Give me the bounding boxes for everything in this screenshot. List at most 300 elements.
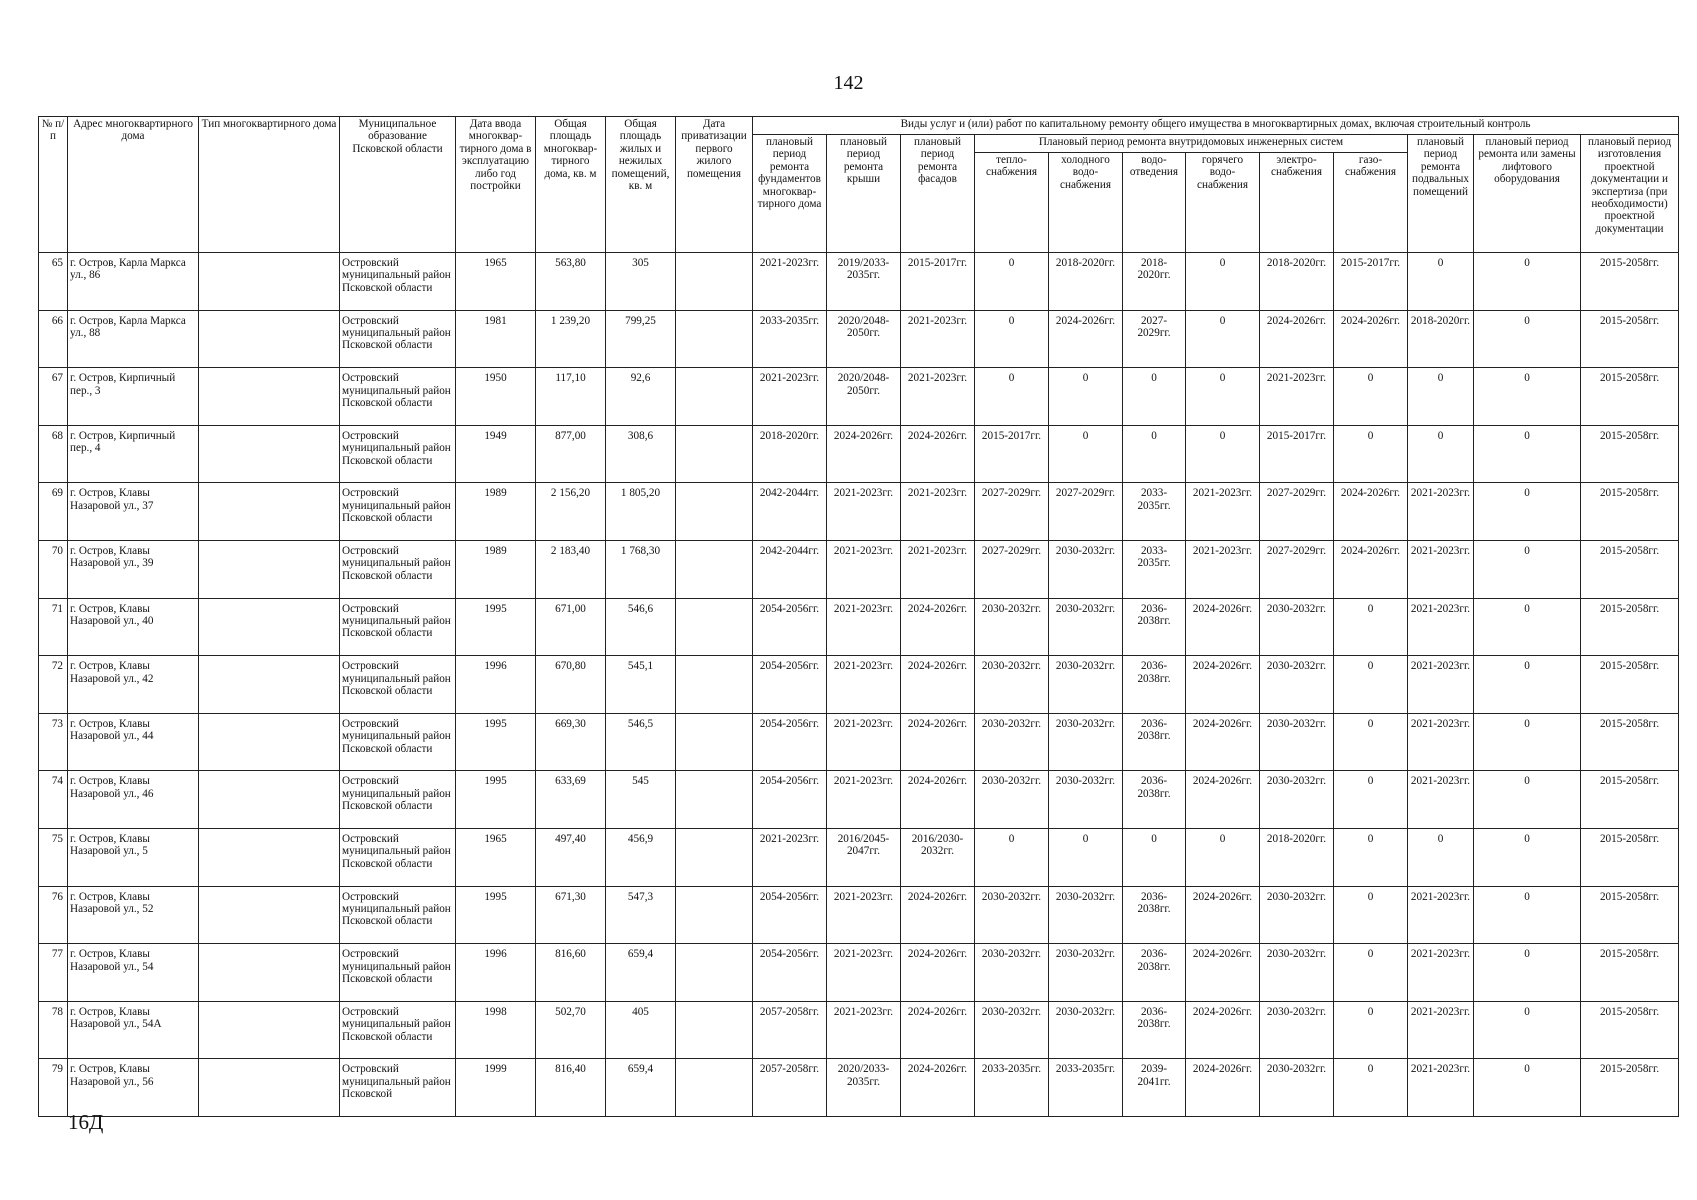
- cell-facade: 2021-2023гг.: [901, 310, 975, 368]
- cell-roof: 2021-2023гг.: [827, 598, 901, 656]
- cell-heat: 2015-2017гг.: [975, 425, 1049, 483]
- cell-year: 1950: [456, 368, 536, 426]
- cell-foundation: 2054-2056гг.: [753, 713, 827, 771]
- cell-address: г. Остров, Клавы Назаровой ул., 52: [68, 886, 199, 944]
- cell-type: [199, 598, 340, 656]
- cell-elevator: 0: [1474, 656, 1581, 714]
- cell-total-area: 117,10: [536, 368, 606, 426]
- cell-design: 2015-2058гг.: [1581, 656, 1679, 714]
- col-facade: плановый период ремонта фасадов: [901, 135, 975, 253]
- cell-n: 69: [39, 483, 68, 541]
- cell-roof: 2021-2023гг.: [827, 886, 901, 944]
- cell-hot-water: 0: [1186, 368, 1260, 426]
- page-number: 142: [833, 72, 864, 94]
- cell-gas: 0: [1334, 771, 1408, 829]
- cell-roof: 2020/2033-2035гг.: [827, 1059, 901, 1117]
- cell-gas: 0: [1334, 713, 1408, 771]
- cell-facade: 2024-2026гг.: [901, 598, 975, 656]
- cell-year: 1989: [456, 483, 536, 541]
- col-municipality: Муниципальное образование Псковской области: [340, 117, 456, 253]
- cell-design: 2015-2058гг.: [1581, 828, 1679, 886]
- cell-municipality: Островский муниципальный район Псковской области: [340, 253, 456, 311]
- table-header: [39, 117, 1679, 253]
- cell-design: 2015-2058гг.: [1581, 713, 1679, 771]
- col-heat: тепло-снабжения: [975, 153, 1049, 253]
- cell-living-area: 545,1: [606, 656, 676, 714]
- cell-cold-water: 2018-2020гг.: [1049, 253, 1123, 311]
- cell-heat: 2030-2032гг.: [975, 656, 1049, 714]
- cell-cold-water: 2030-2032гг.: [1049, 771, 1123, 829]
- cell-privatization: [676, 310, 753, 368]
- col-cold-water: холодного водо-снабжения: [1049, 153, 1123, 253]
- cell-heat: 2030-2032гг.: [975, 944, 1049, 1002]
- cell-hot-water: 2024-2026гг.: [1186, 771, 1260, 829]
- col-electricity: электро-снабжения: [1260, 153, 1334, 253]
- cell-electricity: 2030-2032гг.: [1260, 713, 1334, 771]
- cell-municipality: Островский муниципальный район Псковской области: [340, 656, 456, 714]
- cell-sewerage: 2036-2038гг.: [1123, 656, 1186, 714]
- cell-roof: 2019/2033-2035гг.: [827, 253, 901, 311]
- cell-facade: 2024-2026гг.: [901, 713, 975, 771]
- cell-design: 2015-2058гг.: [1581, 368, 1679, 426]
- cell-elevator: 0: [1474, 1059, 1581, 1117]
- col-date-commissioned: Дата ввода многоквар-тирного дома в эксплуатацию либо год постройки: [456, 117, 536, 253]
- cell-total-area: 669,30: [536, 713, 606, 771]
- cell-heat: 2030-2032гг.: [975, 886, 1049, 944]
- cell-privatization: [676, 944, 753, 1002]
- cell-living-area: 546,5: [606, 713, 676, 771]
- cell-type: [199, 1059, 340, 1117]
- cell-living-area: 545: [606, 771, 676, 829]
- cell-type: [199, 368, 340, 426]
- cell-total-area: 670,80: [536, 656, 606, 714]
- cell-year: 1965: [456, 828, 536, 886]
- cell-hot-water: 2024-2026гг.: [1186, 1059, 1260, 1117]
- cell-cold-water: 2024-2026гг.: [1049, 310, 1123, 368]
- table-row: [39, 771, 1679, 829]
- cell-facade: 2024-2026гг.: [901, 1001, 975, 1059]
- cell-facade: 2024-2026гг.: [901, 1059, 975, 1117]
- cell-facade: 2021-2023гг.: [901, 540, 975, 598]
- cell-hot-water: 2024-2026гг.: [1186, 1001, 1260, 1059]
- cell-facade: 2021-2023гг.: [901, 483, 975, 541]
- cell-total-area: 633,69: [536, 771, 606, 829]
- col-gas: газо-снабжения: [1334, 153, 1408, 253]
- cell-sewerage: 2036-2038гг.: [1123, 771, 1186, 829]
- cell-basement: 2021-2023гг.: [1408, 886, 1474, 944]
- cell-elevator: 0: [1474, 310, 1581, 368]
- cell-sewerage: 2039-2041гг.: [1123, 1059, 1186, 1117]
- cell-privatization: [676, 1001, 753, 1059]
- cell-total-area: 671,00: [536, 598, 606, 656]
- cell-basement: 0: [1408, 368, 1474, 426]
- table-row: [39, 540, 1679, 598]
- cell-year: 1998: [456, 1001, 536, 1059]
- cell-cold-water: 2030-2032гг.: [1049, 1001, 1123, 1059]
- cell-hot-water: 2024-2026гг.: [1186, 886, 1260, 944]
- cell-foundation: 2021-2023гг.: [753, 368, 827, 426]
- col-living-area: Общая площадь жилых и нежилых помещений, кв. м: [606, 117, 676, 253]
- cell-elevator: 0: [1474, 828, 1581, 886]
- cell-roof: 2016/2045-2047гг.: [827, 828, 901, 886]
- cell-year: 1989: [456, 540, 536, 598]
- cell-gas: 0: [1334, 828, 1408, 886]
- cell-heat: 2030-2032гг.: [975, 771, 1049, 829]
- cell-roof: 2021-2023гг.: [827, 1001, 901, 1059]
- table-row: [39, 598, 1679, 656]
- cell-year: 1996: [456, 656, 536, 714]
- cell-electricity: 2018-2020гг.: [1260, 828, 1334, 886]
- cell-living-area: 799,25: [606, 310, 676, 368]
- cell-sewerage: 2036-2038гг.: [1123, 944, 1186, 1002]
- cell-gas: 0: [1334, 1001, 1408, 1059]
- cell-electricity: 2021-2023гг.: [1260, 368, 1334, 426]
- cell-privatization: [676, 483, 753, 541]
- table-row: [39, 368, 1679, 426]
- cell-address: г. Остров, Кирпичный пер., 3: [68, 368, 199, 426]
- cell-total-area: 816,60: [536, 944, 606, 1002]
- cell-gas: 2024-2026гг.: [1334, 540, 1408, 598]
- cell-foundation: 2021-2023гг.: [753, 828, 827, 886]
- cell-privatization: [676, 713, 753, 771]
- cell-address: г. Остров, Клавы Назаровой ул., 42: [68, 656, 199, 714]
- cell-year: 1995: [456, 713, 536, 771]
- cell-year: 1981: [456, 310, 536, 368]
- cell-basement: 2021-2023гг.: [1408, 1059, 1474, 1117]
- cell-facade: 2024-2026гг.: [901, 425, 975, 483]
- cell-basement: 0: [1408, 253, 1474, 311]
- cell-cold-water: 2033-2035гг.: [1049, 1059, 1123, 1117]
- cell-municipality: Островский муниципальный район Псковской области: [340, 713, 456, 771]
- cell-heat: 2030-2032гг.: [975, 713, 1049, 771]
- cell-foundation: 2042-2044гг.: [753, 483, 827, 541]
- cell-electricity: 2018-2020гг.: [1260, 253, 1334, 311]
- col-address: Адрес многоквартирного дома: [68, 117, 199, 253]
- cell-foundation: 2042-2044гг.: [753, 540, 827, 598]
- cell-year: 1999: [456, 1059, 536, 1117]
- cell-n: 75: [39, 828, 68, 886]
- cell-sewerage: 2036-2038гг.: [1123, 598, 1186, 656]
- cell-gas: 0: [1334, 1059, 1408, 1117]
- cell-year: 1996: [456, 944, 536, 1002]
- cell-foundation: 2057-2058гг.: [753, 1059, 827, 1117]
- cell-address: г. Остров, Клавы Назаровой ул., 54: [68, 944, 199, 1002]
- cell-n: 79: [39, 1059, 68, 1117]
- cell-sewerage: 0: [1123, 425, 1186, 483]
- cell-electricity: 2030-2032гг.: [1260, 598, 1334, 656]
- cell-living-area: 308,6: [606, 425, 676, 483]
- cell-address: г. Остров, Клавы Назаровой ул., 54А: [68, 1001, 199, 1059]
- cell-elevator: 0: [1474, 598, 1581, 656]
- cell-basement: 2021-2023гг.: [1408, 1001, 1474, 1059]
- cell-sewerage: 2033-2035гг.: [1123, 483, 1186, 541]
- cell-heat: 2033-2035гг.: [975, 1059, 1049, 1117]
- cell-cold-water: 2030-2032гг.: [1049, 598, 1123, 656]
- cell-sewerage: 2036-2038гг.: [1123, 886, 1186, 944]
- footer-code: 16Д: [68, 1110, 104, 1134]
- capital-repair-table: [38, 116, 1679, 1117]
- cell-gas: 0: [1334, 656, 1408, 714]
- cell-living-area: 546,6: [606, 598, 676, 656]
- cell-heat: 2030-2032гг.: [975, 598, 1049, 656]
- cell-foundation: 2033-2035гг.: [753, 310, 827, 368]
- cell-design: 2015-2058гг.: [1581, 771, 1679, 829]
- col-design: плановый период изготовления проектной документации и экспертиза (при необходимости) проектной документации: [1581, 135, 1679, 253]
- cell-electricity: 2030-2032гг.: [1260, 886, 1334, 944]
- cell-elevator: 0: [1474, 540, 1581, 598]
- cell-n: 65: [39, 253, 68, 311]
- table-row: [39, 1059, 1679, 1117]
- cell-living-area: 92,6: [606, 368, 676, 426]
- cell-design: 2015-2058гг.: [1581, 598, 1679, 656]
- cell-n: 76: [39, 886, 68, 944]
- cell-basement: 2018-2020гг.: [1408, 310, 1474, 368]
- cell-address: г. Остров, Клавы Назаровой ул., 5: [68, 828, 199, 886]
- cell-foundation: 2054-2056гг.: [753, 598, 827, 656]
- cell-type: [199, 425, 340, 483]
- cell-hot-water: 0: [1186, 828, 1260, 886]
- cell-cold-water: 2030-2032гг.: [1049, 540, 1123, 598]
- cell-electricity: 2030-2032гг.: [1260, 771, 1334, 829]
- cell-privatization: [676, 253, 753, 311]
- cell-privatization: [676, 540, 753, 598]
- cell-year: 1995: [456, 886, 536, 944]
- cell-elevator: 0: [1474, 944, 1581, 1002]
- cell-municipality: Островский муниципальный район Псковской области: [340, 425, 456, 483]
- cell-address: г. Остров, Клавы Назаровой ул., 40: [68, 598, 199, 656]
- cell-type: [199, 713, 340, 771]
- cell-roof: 2021-2023гг.: [827, 944, 901, 1002]
- cell-municipality: Островский муниципальный район Псковской: [340, 1059, 456, 1117]
- cell-address: г. Остров, Кирпичный пер., 4: [68, 425, 199, 483]
- col-total-area: Общая площадь многоквар-тирного дома, кв. м: [536, 117, 606, 253]
- cell-type: [199, 483, 340, 541]
- cell-hot-water: 2024-2026гг.: [1186, 713, 1260, 771]
- cell-facade: 2024-2026гг.: [901, 771, 975, 829]
- cell-gas: 2015-2017гг.: [1334, 253, 1408, 311]
- cell-gas: 0: [1334, 886, 1408, 944]
- cell-hot-water: 0: [1186, 253, 1260, 311]
- table-row: [39, 656, 1679, 714]
- cell-privatization: [676, 828, 753, 886]
- col-works-group: Виды услуг и (или) работ по капитальному ремонту общего имущества в многоквартирных домах, включая строительный контроль: [753, 117, 1679, 135]
- table-row: [39, 425, 1679, 483]
- cell-cold-water: 0: [1049, 828, 1123, 886]
- table-row: [39, 713, 1679, 771]
- cell-living-area: 547,3: [606, 886, 676, 944]
- cell-type: [199, 656, 340, 714]
- cell-n: 70: [39, 540, 68, 598]
- cell-type: [199, 253, 340, 311]
- cell-roof: 2020/2048-2050гг.: [827, 368, 901, 426]
- cell-n: 77: [39, 944, 68, 1002]
- table-row: [39, 253, 1679, 311]
- col-n: № п/п: [39, 117, 68, 253]
- col-hot-water: горячего водо-снабжения: [1186, 153, 1260, 253]
- cell-heat: 0: [975, 828, 1049, 886]
- cell-municipality: Островский муниципальный район Псковской области: [340, 483, 456, 541]
- cell-gas: 0: [1334, 944, 1408, 1002]
- cell-n: 73: [39, 713, 68, 771]
- cell-total-area: 671,30: [536, 886, 606, 944]
- cell-sewerage: 2018-2020гг.: [1123, 253, 1186, 311]
- cell-municipality: Островский муниципальный район Псковской области: [340, 886, 456, 944]
- cell-facade: 2016/2030-2032гг.: [901, 828, 975, 886]
- cell-facade: 2015-2017гг.: [901, 253, 975, 311]
- cell-cold-water: 0: [1049, 368, 1123, 426]
- cell-type: [199, 771, 340, 829]
- cell-electricity: 2024-2026гг.: [1260, 310, 1334, 368]
- cell-elevator: 0: [1474, 483, 1581, 541]
- cell-foundation: 2054-2056гг.: [753, 944, 827, 1002]
- cell-type: [199, 828, 340, 886]
- cell-hot-water: 0: [1186, 425, 1260, 483]
- cell-type: [199, 1001, 340, 1059]
- cell-elevator: 0: [1474, 1001, 1581, 1059]
- col-privatization-date: Дата приватизации первого жилого помещения: [676, 117, 753, 253]
- cell-design: 2015-2058гг.: [1581, 253, 1679, 311]
- cell-living-area: 1 805,20: [606, 483, 676, 541]
- cell-heat: 0: [975, 368, 1049, 426]
- cell-cold-water: 2027-2029гг.: [1049, 483, 1123, 541]
- cell-facade: 2024-2026гг.: [901, 886, 975, 944]
- cell-cold-water: 2030-2032гг.: [1049, 944, 1123, 1002]
- col-foundation: плановый период ремонта фундаментов многоквар-тирного дома: [753, 135, 827, 253]
- cell-design: 2015-2058гг.: [1581, 483, 1679, 541]
- cell-total-area: 816,40: [536, 1059, 606, 1117]
- cell-gas: 0: [1334, 425, 1408, 483]
- cell-type: [199, 886, 340, 944]
- cell-address: г. Остров, Клавы Назаровой ул., 37: [68, 483, 199, 541]
- cell-basement: 0: [1408, 425, 1474, 483]
- cell-facade: 2024-2026гг.: [901, 656, 975, 714]
- cell-municipality: Островский муниципальный район Псковской области: [340, 944, 456, 1002]
- cell-municipality: Островский муниципальный район Псковской области: [340, 598, 456, 656]
- col-elevator: плановый период ремонта или замены лифтового оборудования: [1474, 135, 1581, 253]
- cell-electricity: 2030-2032гг.: [1260, 1059, 1334, 1117]
- cell-cold-water: 2030-2032гг.: [1049, 713, 1123, 771]
- cell-privatization: [676, 598, 753, 656]
- cell-elevator: 0: [1474, 368, 1581, 426]
- cell-design: 2015-2058гг.: [1581, 425, 1679, 483]
- cell-gas: 2024-2026гг.: [1334, 483, 1408, 541]
- cell-n: 67: [39, 368, 68, 426]
- cell-roof: 2021-2023гг.: [827, 540, 901, 598]
- table-row: [39, 310, 1679, 368]
- cell-roof: 2021-2023гг.: [827, 771, 901, 829]
- cell-foundation: 2018-2020гг.: [753, 425, 827, 483]
- table-row: [39, 483, 1679, 541]
- table-row: [39, 828, 1679, 886]
- cell-design: 2015-2058гг.: [1581, 1059, 1679, 1117]
- cell-n: 78: [39, 1001, 68, 1059]
- cell-foundation: 2054-2056гг.: [753, 886, 827, 944]
- cell-foundation: 2021-2023гг.: [753, 253, 827, 311]
- cell-year: 1995: [456, 598, 536, 656]
- cell-hot-water: 2024-2026гг.: [1186, 598, 1260, 656]
- cell-privatization: [676, 368, 753, 426]
- cell-cold-water: 2030-2032гг.: [1049, 886, 1123, 944]
- cell-sewerage: 0: [1123, 368, 1186, 426]
- cell-privatization: [676, 1059, 753, 1117]
- cell-living-area: 456,9: [606, 828, 676, 886]
- cell-design: 2015-2058гг.: [1581, 944, 1679, 1002]
- cell-type: [199, 540, 340, 598]
- cell-heat: 2027-2029гг.: [975, 540, 1049, 598]
- cell-municipality: Островский муниципальный район Псковской области: [340, 310, 456, 368]
- cell-year: 1949: [456, 425, 536, 483]
- cell-foundation: 2057-2058гг.: [753, 1001, 827, 1059]
- cell-privatization: [676, 656, 753, 714]
- table-row: [39, 1001, 1679, 1059]
- col-sewerage: водо-отведения: [1123, 153, 1186, 253]
- cell-electricity: 2015-2017гг.: [1260, 425, 1334, 483]
- cell-address: г. Остров, Клавы Назаровой ул., 44: [68, 713, 199, 771]
- cell-foundation: 2054-2056гг.: [753, 771, 827, 829]
- cell-living-area: 659,4: [606, 944, 676, 1002]
- col-basement: плановый период ремонта подвальных помещений: [1408, 135, 1474, 253]
- cell-type: [199, 944, 340, 1002]
- cell-address: г. Остров, Клавы Назаровой ул., 56: [68, 1059, 199, 1117]
- cell-n: 68: [39, 425, 68, 483]
- cell-n: 71: [39, 598, 68, 656]
- cell-elevator: 0: [1474, 253, 1581, 311]
- cell-total-area: 563,80: [536, 253, 606, 311]
- table-row: [39, 944, 1679, 1002]
- cell-municipality: Островский муниципальный район Псковской области: [340, 368, 456, 426]
- cell-basement: 2021-2023гг.: [1408, 771, 1474, 829]
- cell-design: 2015-2058гг.: [1581, 310, 1679, 368]
- cell-heat: 2030-2032гг.: [975, 1001, 1049, 1059]
- cell-total-area: 502,70: [536, 1001, 606, 1059]
- cell-basement: 2021-2023гг.: [1408, 656, 1474, 714]
- cell-total-area: 2 183,40: [536, 540, 606, 598]
- cell-roof: 2020/2048-2050гг.: [827, 310, 901, 368]
- cell-living-area: 1 768,30: [606, 540, 676, 598]
- cell-elevator: 0: [1474, 713, 1581, 771]
- cell-basement: 2021-2023гг.: [1408, 483, 1474, 541]
- cell-address: г. Остров, Карла Маркса ул., 86: [68, 253, 199, 311]
- cell-hot-water: 2024-2026гг.: [1186, 656, 1260, 714]
- cell-electricity: 2030-2032гг.: [1260, 944, 1334, 1002]
- cell-total-area: 2 156,20: [536, 483, 606, 541]
- cell-hot-water: 2021-2023гг.: [1186, 540, 1260, 598]
- cell-gas: 0: [1334, 598, 1408, 656]
- cell-facade: 2021-2023гг.: [901, 368, 975, 426]
- cell-address: г. Остров, Клавы Назаровой ул., 39: [68, 540, 199, 598]
- cell-gas: 0: [1334, 368, 1408, 426]
- cell-heat: 0: [975, 310, 1049, 368]
- cell-design: 2015-2058гг.: [1581, 1001, 1679, 1059]
- cell-basement: 2021-2023гг.: [1408, 944, 1474, 1002]
- cell-foundation: 2054-2056гг.: [753, 656, 827, 714]
- col-engineering-group: Плановый период ремонта внутридомовых инженерных систем: [975, 135, 1408, 153]
- cell-sewerage: 2036-2038гг.: [1123, 1001, 1186, 1059]
- cell-design: 2015-2058гг.: [1581, 540, 1679, 598]
- cell-design: 2015-2058гг.: [1581, 886, 1679, 944]
- cell-facade: 2024-2026гг.: [901, 944, 975, 1002]
- cell-elevator: 0: [1474, 425, 1581, 483]
- cell-elevator: 0: [1474, 886, 1581, 944]
- cell-basement: 2021-2023гг.: [1408, 713, 1474, 771]
- cell-living-area: 405: [606, 1001, 676, 1059]
- cell-roof: 2024-2026гг.: [827, 425, 901, 483]
- cell-cold-water: 0: [1049, 425, 1123, 483]
- cell-electricity: 2027-2029гг.: [1260, 540, 1334, 598]
- cell-hot-water: 2021-2023гг.: [1186, 483, 1260, 541]
- cell-elevator: 0: [1474, 771, 1581, 829]
- cell-privatization: [676, 771, 753, 829]
